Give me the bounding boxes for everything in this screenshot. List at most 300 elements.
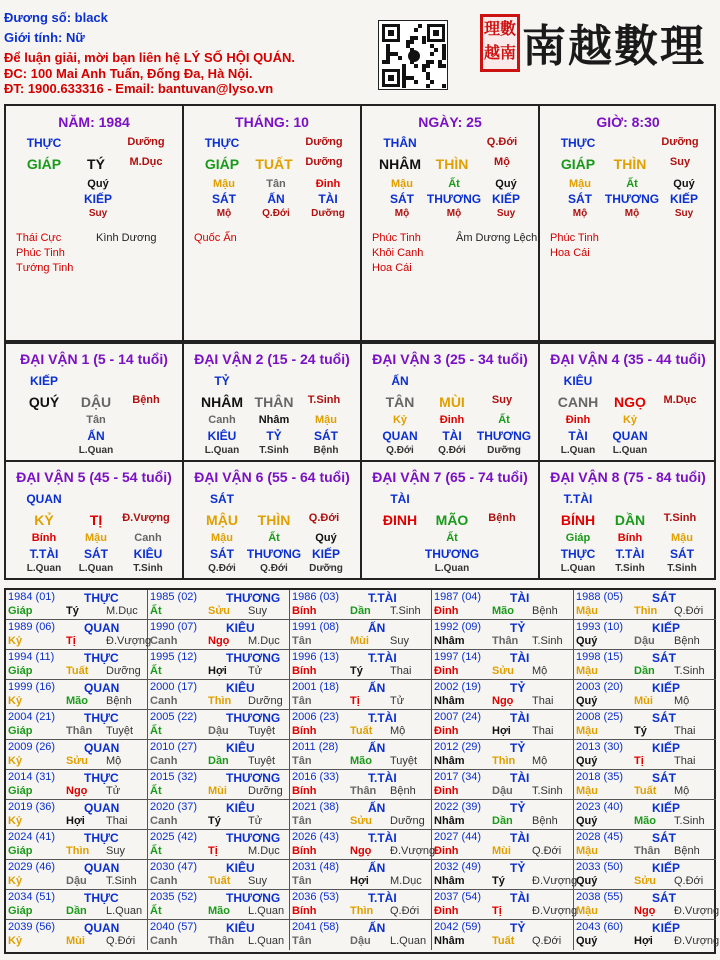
year-phase: Tuyệt [248, 725, 276, 737]
gender: Giới tính: Nữ [4, 30, 85, 45]
year-god: TÀI [510, 591, 530, 605]
dai-van-column [362, 344, 540, 460]
year-branch: Tị [492, 905, 502, 917]
annual-year-cell [574, 650, 716, 680]
year-branch: Mùi [634, 695, 653, 707]
annual-year-cell [148, 890, 290, 920]
pillar-stem-phase: Dưỡng [127, 136, 165, 148]
year-god: THỰC [84, 651, 119, 665]
dai-van-title: ĐẠI VẬN 7 (65 - 74 tuổi) [372, 469, 528, 485]
year-stem: Quý [576, 875, 598, 887]
year-god: THỰC [84, 831, 119, 845]
year-phase: Tuyệt [106, 725, 134, 737]
year-branch: Thìn [634, 605, 658, 617]
year-label: 1985 (02) [150, 591, 198, 603]
year-phase: Suy [248, 875, 267, 887]
year-phase: Mộ [390, 725, 406, 737]
hidden-stem-phase: Mộ [446, 208, 462, 219]
year-stem: Đinh [434, 605, 459, 617]
pillar-title: NGÀY: 25 [418, 114, 482, 130]
year-label: 1996 (13) [292, 651, 340, 663]
dai-van-column [6, 344, 184, 460]
year-branch: Mão [208, 905, 230, 917]
annual-year-cell [432, 620, 574, 650]
dai-van-stem: QUÝ [28, 394, 60, 410]
year-phase: Mộ [532, 755, 548, 767]
pillar-column [184, 106, 362, 340]
dai-van-hidden-stem: Mậu [315, 414, 337, 426]
dai-van-hidden-god: TÀI [568, 429, 588, 443]
hidden-stem: Quý [87, 178, 109, 190]
year-branch: Dần [634, 665, 655, 677]
dai-van-hidden-stem: Nhâm [258, 414, 290, 426]
year-god: ẤN [368, 621, 386, 635]
hidden-stem-god: ẤN [267, 192, 285, 206]
year-branch: Thìn [492, 755, 516, 767]
contact-invite: Để luận giải, mời bạn liên hệ LÝ SỐ HỘI QUÁN. [4, 50, 295, 65]
annual-year-cell [6, 920, 148, 950]
year-label: 2039 (56) [8, 921, 56, 933]
hidden-stem-phase: Mộ [216, 208, 232, 219]
year-branch: Thân [208, 935, 235, 947]
hidden-stem-phase: Suy [496, 208, 516, 219]
year-label: 2020 (37) [150, 801, 198, 813]
special-star: Hoa Cái [550, 247, 590, 259]
dai-van-hidden-stem: Kỷ [392, 414, 408, 426]
year-branch: Thân [350, 785, 377, 797]
year-god: ẤN [368, 741, 386, 755]
pillar-branch: THÌN [435, 156, 469, 172]
pillar-branch-phase: Mộ [494, 156, 510, 168]
year-stem: Ất [150, 845, 162, 857]
year-stem: Bính [292, 845, 317, 857]
year-branch: Thân [66, 725, 93, 737]
year-stem: Quý [576, 695, 598, 707]
year-branch: Tý [634, 725, 647, 737]
year-god: THƯƠNG [226, 651, 281, 665]
year-god: QUAN [84, 921, 120, 935]
annual-year-cell [432, 890, 578, 920]
year-phase: Tử [248, 815, 263, 827]
special-star: Hoa Cái [372, 262, 412, 274]
brand-logo: 南越數理 [522, 21, 706, 72]
year-phase: Thai [532, 725, 554, 737]
year-branch: Tị [634, 755, 644, 767]
hidden-stem-god: KIẾP [83, 192, 112, 206]
dai-van-hidden-stem: Ất [268, 532, 280, 544]
dai-van-hidden-god: KIẾP [311, 547, 340, 561]
year-phase: Mộ [674, 695, 690, 707]
dai-van-hidden-phase: L.Quan [434, 563, 470, 574]
year-stem: Tân [292, 695, 312, 707]
annual-year-cell [148, 800, 290, 830]
year-stem: Quý [576, 815, 598, 827]
year-god: KIẾP [652, 861, 681, 875]
annual-year-cell [290, 830, 436, 860]
dai-van-hidden-phase: Dưỡng [309, 563, 343, 574]
year-branch: Tị [66, 635, 76, 647]
annual-year-cell [6, 800, 148, 830]
dai-van-hidden-phase: T.Sinh [615, 563, 645, 574]
year-label: 2007 (24) [434, 711, 482, 723]
annual-year-cell [6, 770, 148, 800]
year-stem: Kỷ [8, 815, 23, 827]
year-label: 2003 (20) [576, 681, 624, 693]
year-phase: Bệnh [674, 845, 700, 857]
year-label: 2024 (41) [8, 831, 56, 843]
year-label: 2006 (23) [292, 711, 340, 723]
dai-van-branch: TỊ [89, 512, 103, 528]
year-branch: Tý [66, 605, 79, 617]
year-phase: T.Sinh [106, 875, 137, 887]
year-god: THƯƠNG [226, 591, 281, 605]
year-label: 2022 (39) [434, 801, 482, 813]
year-stem: Ất [150, 785, 162, 797]
annual-year-cell [432, 770, 574, 800]
special-star: Kình Dương [96, 232, 157, 244]
year-god: THƯƠNG [226, 891, 281, 905]
year-god: KIẾP [652, 621, 681, 635]
dai-van-hidden-stem: Kỷ [622, 414, 638, 426]
year-label: 2028 (45) [576, 831, 624, 843]
year-phase: Thai [674, 755, 696, 767]
year-stem: Bính [292, 665, 317, 677]
special-star: Phúc Tinh [372, 232, 421, 244]
year-branch: Hợi [350, 875, 369, 887]
year-god: KIẾP [652, 681, 681, 695]
year-phase: Mộ [106, 755, 122, 767]
year-phase: Bệnh [674, 635, 700, 647]
year-stem: Canh [150, 875, 178, 887]
year-god: TỶ [510, 801, 526, 815]
year-label: 2000 (17) [150, 681, 198, 693]
year-label: 2002 (19) [434, 681, 482, 693]
year-branch: Dần [66, 905, 87, 917]
hidden-stem-phase: Q.Đới [262, 208, 290, 219]
year-branch: Mùi [350, 635, 369, 647]
year-label: 2032 (49) [434, 861, 482, 873]
hidden-stem: Quý [495, 178, 517, 190]
year-phase: Suy [248, 605, 267, 617]
year-god: KIẾP [652, 741, 681, 755]
year-phase: Đ.Vượng [106, 635, 152, 647]
year-god: ẤN [368, 801, 386, 815]
hidden-stem-phase: Dưỡng [311, 208, 345, 219]
annual-year-cell [6, 620, 152, 650]
year-stem: Kỷ [8, 935, 23, 947]
year-branch: Dậu [208, 725, 229, 737]
annual-year-cell [290, 920, 432, 950]
year-god: THƯƠNG [226, 831, 281, 845]
year-god: THỰC [84, 711, 119, 725]
year-label: 2012 (29) [434, 741, 482, 753]
year-phase: T.Sinh [532, 785, 563, 797]
year-branch: Ngọ [492, 695, 514, 707]
dai-van-hidden-stem: Đinh [439, 414, 465, 426]
year-branch: Tuất [208, 875, 231, 887]
year-god: ẤN [368, 921, 386, 935]
year-stem: Nhâm [434, 695, 465, 707]
annual-year-cell [574, 680, 716, 710]
pillar-stem: GIÁP [560, 156, 596, 172]
annual-year-cell [432, 710, 574, 740]
year-label: 2011 (28) [292, 741, 339, 753]
year-phase: Đ.Vượng [674, 905, 720, 917]
dai-van-hidden-phase: Bệnh [313, 445, 339, 456]
pillar-branch-phase: Dưỡng [305, 156, 343, 168]
dai-van-column [184, 462, 362, 578]
hidden-stem-phase: Suy [88, 208, 108, 219]
annual-year-cell [6, 680, 148, 710]
hidden-stem-phase: Mộ [624, 208, 640, 219]
year-phase: Tuyệt [390, 755, 418, 767]
year-label: 2025 (42) [150, 831, 198, 843]
hidden-stem: Mậu [213, 178, 235, 190]
dai-van-column [184, 344, 362, 460]
year-branch: Hợi [66, 815, 85, 827]
year-branch: Tị [208, 845, 218, 857]
hidden-stem-god: SÁT [390, 192, 414, 206]
dai-van-hidden-phase: L.Quan [78, 563, 114, 574]
year-label: 1998 (15) [576, 651, 624, 663]
year-phase: Q.Đới [674, 875, 704, 887]
year-label: 2017 (34) [434, 771, 482, 783]
dai-van-hidden-phase: Dưỡng [487, 445, 521, 456]
dai-van-hidden-god: T.TÀI [29, 547, 59, 561]
year-branch: Thìn [208, 695, 232, 707]
year-phase: Đ.Vượng [532, 905, 578, 917]
year-stem: Giáp [8, 905, 33, 917]
year-stem: Canh [150, 695, 178, 707]
year-label: 1984 (01) [8, 591, 56, 603]
year-label: 2033 (50) [576, 861, 624, 873]
year-branch: Mùi [66, 935, 85, 947]
dai-van-hidden-god: KIÊU [207, 429, 237, 443]
year-label: 2040 (57) [150, 921, 198, 933]
year-label: 2021 (38) [292, 801, 340, 813]
year-phase: Suy [106, 845, 125, 857]
dai-van-hidden-stem: Quý [315, 532, 337, 544]
dai-van-branch: THÂN [254, 394, 294, 410]
hidden-stem-god: SÁT [568, 192, 592, 206]
year-phase: Tử [248, 665, 263, 677]
year-branch: Dậu [634, 635, 655, 647]
year-stem: Giáp [8, 665, 33, 677]
annual-year-cell [290, 620, 432, 650]
year-branch: Sửu [492, 665, 515, 677]
year-god: KIẾP [652, 801, 681, 815]
year-branch: Ngọ [634, 905, 656, 917]
dai-van-hidden-stem: Mậu [671, 532, 693, 544]
year-god: QUAN [84, 801, 120, 815]
annual-year-cell [148, 740, 290, 770]
year-branch: Thân [634, 845, 661, 857]
year-stem: Nhâm [434, 935, 465, 947]
annual-year-cell [574, 860, 716, 890]
dai-van-title: ĐẠI VẬN 6 (55 - 64 tuổi) [194, 469, 350, 485]
special-star: Phúc Tinh [16, 247, 65, 259]
year-phase: T.Sinh [674, 665, 705, 677]
year-stem: Mậu [576, 725, 598, 737]
year-label: 1990 (07) [150, 621, 198, 633]
dai-van-title: ĐẠI VẬN 2 (15 - 24 tuổi) [194, 351, 350, 367]
dai-van-hidden-phase: Q.Đới [208, 563, 236, 574]
year-branch: Sửu [634, 875, 657, 887]
year-stem: Kỷ [8, 695, 23, 707]
year-god: T.TÀI [368, 831, 397, 845]
year-label: 1991 (08) [292, 621, 340, 633]
annual-year-cell [6, 650, 148, 680]
annual-year-cell [290, 710, 432, 740]
annual-year-cell [148, 860, 290, 890]
year-god: TỶ [510, 621, 526, 635]
dai-van-god: SÁT [210, 492, 234, 506]
year-branch: Dậu [350, 935, 371, 947]
year-stem: Mậu [576, 905, 598, 917]
year-branch: Mùi [492, 845, 511, 857]
dai-van-hidden-stem: Mậu [211, 532, 233, 544]
annual-year-cell [432, 920, 574, 950]
hidden-stem-god: SÁT [212, 192, 236, 206]
year-stem: Mậu [576, 605, 598, 617]
year-stem: Tân [292, 635, 312, 647]
year-god: TỶ [510, 681, 526, 695]
year-branch: Ngọ [208, 635, 230, 647]
dai-van-hidden-phase: L.Quan [78, 445, 114, 456]
special-star: Thái Cực [16, 232, 62, 244]
year-phase: Q.Đới [532, 845, 562, 857]
dai-van-hidden-stem: Tân [86, 414, 106, 426]
hidden-stem-god: THƯƠNG [426, 192, 482, 206]
dai-van-hidden-phase: T.Sinh [667, 563, 697, 574]
pillar-branch-phase: M.Dục [129, 156, 163, 168]
year-label: 1997 (14) [434, 651, 482, 663]
annual-year-cell [290, 680, 432, 710]
year-god: KIÊU [226, 801, 255, 815]
dai-van-hidden-phase: Q.Đới [438, 445, 466, 456]
year-god: SÁT [652, 651, 676, 665]
annual-year-cell [432, 650, 574, 680]
year-label: 2008 (25) [576, 711, 624, 723]
hidden-stem: Mậu [391, 178, 413, 190]
dai-van-god: KIẾP [29, 374, 58, 388]
annual-year-cell [290, 770, 432, 800]
year-phase: Bệnh [390, 785, 416, 797]
year-branch: Ngọ [350, 845, 372, 857]
year-branch: Dậu [492, 785, 513, 797]
year-phase: T.Sinh [674, 815, 705, 827]
hidden-stem: Ất [448, 178, 460, 190]
owner-name: Đương số: black [4, 10, 108, 25]
year-god: ẤN [368, 861, 386, 875]
special-star: Khôi Canh [372, 247, 424, 259]
dai-van-column [540, 344, 718, 460]
pillar-branch-phase: Suy [669, 156, 691, 168]
dai-van-hidden-god: SÁT [210, 547, 234, 561]
year-stem: Giáp [8, 725, 33, 737]
special-star: Quốc Ấn [194, 232, 237, 244]
year-god: TÀI [510, 711, 530, 725]
year-label: 2026 (43) [292, 831, 340, 843]
dai-van-god: QUAN [26, 492, 62, 506]
dai-van-branch: MÃO [435, 512, 469, 528]
pillar-branch: TÝ [87, 156, 105, 172]
year-stem: Giáp [8, 785, 33, 797]
year-god: SÁT [652, 831, 676, 845]
year-god: THỰC [84, 591, 119, 605]
qr-code[interactable] [378, 20, 448, 90]
year-branch: Dần [492, 815, 513, 827]
dai-van-hidden-phase: L.Quan [560, 445, 596, 456]
year-label: 2030 (47) [150, 861, 198, 873]
annual-year-cell [290, 650, 432, 680]
dai-van-hidden-stem: Đinh [565, 414, 591, 426]
year-branch: Ngọ [66, 785, 88, 797]
dai-van-god: TỶ [214, 374, 230, 388]
dai-van-hidden-stem: Ất [498, 414, 510, 426]
year-god: SÁT [652, 711, 676, 725]
year-label: 2031 (48) [292, 861, 340, 873]
dai-van-hidden-phase: L.Quan [560, 563, 596, 574]
year-stem: Quý [576, 635, 598, 647]
year-label: 2034 (51) [8, 891, 56, 903]
year-stem: Mậu [576, 845, 598, 857]
dai-van-hidden-phase: T.Sinh [259, 445, 289, 456]
year-label: 2001 (18) [292, 681, 340, 693]
year-phase: Q.Đới [532, 935, 562, 947]
phone-email[interactable]: ĐT: 1900.633316 - Email: bantuvan@lyso.vn [4, 81, 274, 96]
year-god: QUAN [84, 681, 120, 695]
hidden-stem-phase: Suy [674, 208, 694, 219]
year-god: KIẾP [652, 921, 681, 935]
dai-van-hidden-god: THƯƠNG [246, 547, 302, 561]
year-stem: Tân [292, 875, 312, 887]
year-stem: Ất [150, 665, 162, 677]
year-label: 2015 (32) [150, 771, 198, 783]
year-phase: L.Quan [106, 905, 143, 917]
year-label: 2037 (54) [434, 891, 482, 903]
year-phase: Dưỡng [390, 815, 425, 827]
special-star: Tướng Tinh [16, 262, 74, 274]
annual-year-cell [148, 830, 290, 860]
year-stem: Bính [292, 605, 317, 617]
dai-van-god: KIÊU [563, 374, 593, 388]
year-branch: Mão [350, 755, 372, 767]
address: ĐC: 100 Mai Anh Tuấn, Đống Đa, Hà Nội. [4, 66, 253, 81]
annual-year-cell [432, 860, 578, 890]
year-phase: Thai [532, 695, 554, 707]
annual-year-cell [432, 740, 574, 770]
year-branch: Dần [350, 605, 371, 617]
year-phase: Mộ [532, 665, 548, 677]
year-god: KIÊU [226, 681, 255, 695]
dai-van-phase: Suy [491, 394, 513, 406]
annual-year-cell [290, 860, 432, 890]
year-stem: Đinh [434, 845, 459, 857]
hidden-stem-god: TÀI [318, 192, 338, 206]
hidden-stem-god: KIẾP [669, 192, 698, 206]
dai-van-row-2 [4, 460, 716, 580]
annual-year-cell [574, 830, 716, 860]
year-stem: Nhâm [434, 755, 465, 767]
year-god: KIÊU [226, 861, 255, 875]
hidden-stem-phase: Mộ [394, 208, 410, 219]
annual-year-cell [574, 890, 720, 920]
year-phase: Thai [106, 815, 128, 827]
year-label: 2027 (44) [434, 831, 482, 843]
year-phase: Mộ [674, 785, 690, 797]
annual-year-cell [6, 740, 148, 770]
